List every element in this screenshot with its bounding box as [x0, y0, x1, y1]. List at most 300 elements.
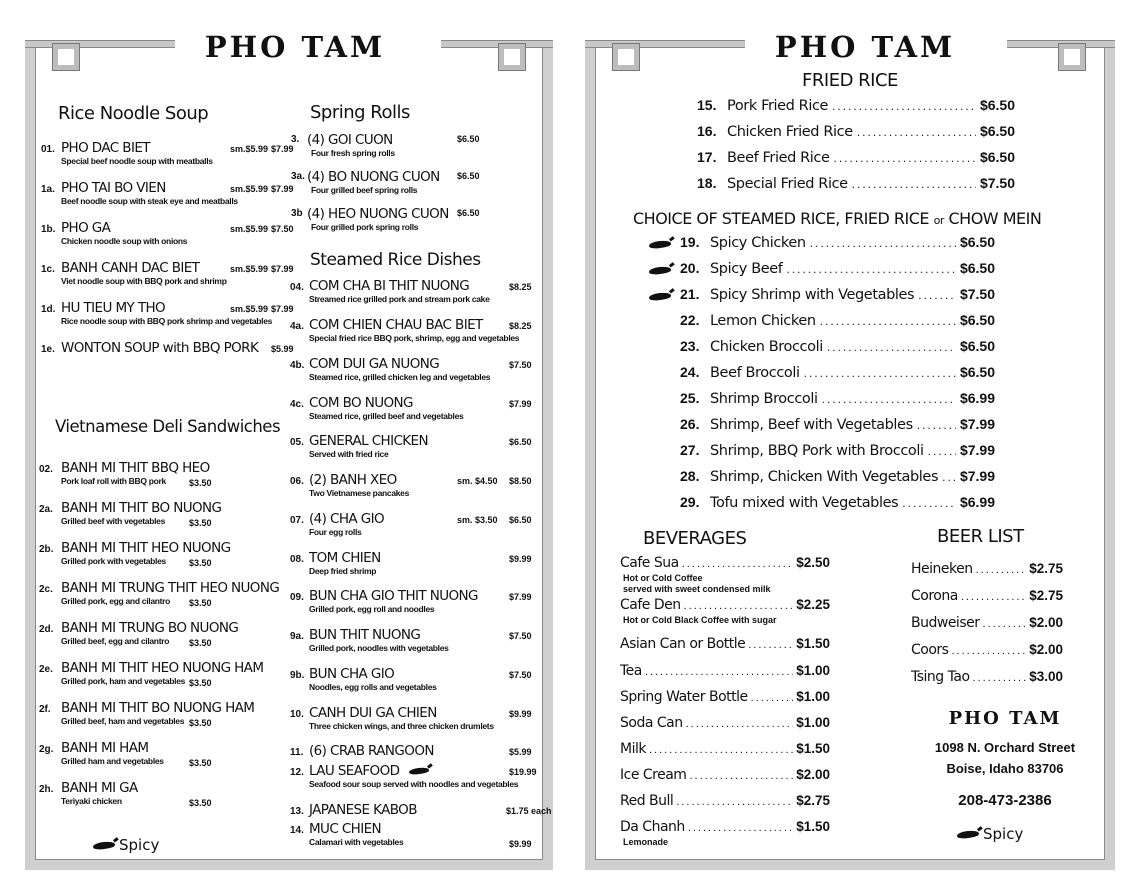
item-number: 4b.	[290, 360, 305, 371]
menu-item	[291, 169, 491, 203]
item-number: 01.	[41, 144, 55, 155]
item-number: 1e.	[41, 344, 55, 355]
dot-leader	[902, 496, 956, 510]
dot-leader	[787, 262, 956, 276]
item-desc: Noodles, egg rolls and vegetables	[309, 682, 437, 692]
dot-leader	[684, 600, 794, 612]
pepper-icon	[93, 841, 116, 851]
menu-item	[290, 705, 546, 739]
choice-item	[680, 312, 995, 329]
section-heading-deli: Vietnamese Deli Sandwiches	[55, 417, 281, 436]
item-name: Spring Water Bottle	[620, 689, 748, 705]
item-price: $5.99	[271, 344, 294, 354]
choice-heading-or: or	[933, 214, 944, 227]
item-price: $7.99	[271, 144, 294, 154]
item-desc: Four egg rolls	[309, 527, 362, 537]
item-number: 11.	[290, 747, 304, 758]
item-name: Red Bull	[620, 793, 674, 809]
item-name: (6) CRAB RANGOON	[309, 743, 434, 759]
choice-item	[680, 494, 995, 511]
item-name: BANH CANH DAC BIET	[61, 260, 200, 276]
item-price: $2.75	[796, 793, 830, 808]
item-size-price: sm.$5.99	[230, 304, 269, 314]
item-desc: Grilled pork, egg and cilantro	[61, 596, 171, 606]
item-name: BANH MI TRUNG BO NUONG	[61, 620, 239, 636]
item-price: $7.99	[509, 399, 532, 409]
section-heading-spring-rolls: Spring Rolls	[310, 102, 410, 123]
item-price: $2.75	[1029, 588, 1063, 603]
item-name: COM BO NUONG	[309, 395, 413, 411]
beer-item	[911, 561, 1063, 577]
item-name: (4) CHA GIO	[309, 511, 384, 527]
dot-leader	[917, 418, 956, 432]
item-price: $1.50	[796, 636, 830, 651]
item-name: Lemon Chicken	[710, 313, 816, 329]
item-number: 1b.	[41, 224, 56, 235]
item-price: $8.25	[509, 321, 532, 331]
beverage-item	[620, 663, 830, 679]
fried-rice-item	[697, 175, 1015, 192]
item-price: $7.50	[271, 224, 294, 234]
pepper-icon	[649, 266, 672, 276]
item-name: Shrimp, Chicken With Vegetables	[710, 469, 939, 485]
item-price: $3.50	[189, 678, 212, 688]
item-name: PHO TAI BO VIEN	[61, 180, 166, 196]
item-desc: Steamed rice, grilled beef and vegetables	[309, 411, 464, 421]
pepper-icon	[409, 767, 430, 776]
beverage-item	[620, 689, 830, 705]
menu-item	[41, 300, 294, 336]
choice-item	[680, 364, 995, 381]
item-number: 18.	[697, 175, 717, 191]
item-price: $7.99	[271, 264, 294, 274]
item-name: Shrimp, BBQ Pork with Broccoli	[710, 443, 924, 459]
item-price: $6.50	[509, 515, 532, 525]
item-number: 24.	[680, 364, 700, 380]
dot-leader	[748, 639, 793, 651]
item-name: Milk	[620, 741, 646, 757]
pepper-icon	[649, 292, 672, 302]
item-price: $3.50	[189, 718, 212, 728]
item-price: $7.99	[509, 592, 532, 602]
dot-leader	[857, 125, 976, 139]
section-heading-fried-rice: FRIED RICE	[802, 70, 898, 91]
item-number: 2a.	[39, 504, 53, 515]
item-price: $8.50	[509, 476, 532, 486]
item-desc: Deep fried shrimp	[309, 566, 377, 576]
dot-leader	[982, 618, 1026, 630]
item-name: Budweiser	[911, 615, 980, 631]
dot-leader	[976, 564, 1027, 576]
item-price: $6.50	[979, 149, 1015, 165]
item-price: $1.00	[796, 715, 830, 730]
item-desc: Special beef noodle soup with meatballs	[61, 156, 213, 166]
item-desc: Two Vietnamese pancakes	[309, 488, 410, 498]
item-price: $7.50	[509, 360, 532, 370]
item-number: 2e.	[39, 664, 53, 675]
menu-item	[41, 260, 294, 296]
section-heading-beer: BEER LIST	[937, 526, 1024, 547]
item-desc: Chicken noodle soup with onions	[61, 236, 188, 246]
dot-leader	[827, 340, 956, 354]
item-number: 3.	[291, 134, 300, 145]
item-desc: Beef noodle soup with steak eye and meatballs	[61, 196, 238, 206]
item-number: 2c.	[39, 584, 53, 595]
dot-leader	[973, 672, 1027, 684]
item-name: Chicken Fried Rice	[727, 124, 853, 140]
section-heading-beverages: BEVERAGES	[643, 528, 747, 549]
item-name: Tsing Tao	[911, 669, 970, 685]
item-number: 3a.	[291, 171, 305, 182]
item-desc: Grilled beef, egg and cilantro	[61, 636, 170, 646]
menu-item	[290, 550, 546, 584]
menu-item	[41, 140, 294, 176]
item-number: 21.	[680, 286, 700, 302]
item-price: $1.75 each	[506, 806, 552, 816]
item-name: GENERAL CHICKEN	[309, 433, 428, 449]
item-name: COM DUI GA NUONG	[309, 356, 440, 372]
item-number: 08.	[290, 554, 304, 565]
item-name: BANH MI THIT BO NUONG HAM	[61, 700, 255, 716]
item-name: BANH MI THIT BBQ HEO	[61, 460, 210, 476]
item-desc: Steamed rice, grilled chicken leg and vegetables	[309, 372, 491, 382]
item-price: $3.00	[1029, 669, 1063, 684]
menu-item	[290, 395, 546, 429]
item-size-price: sm.$5.99	[230, 184, 269, 194]
item-name: Tofu mixed with Vegetables	[710, 495, 899, 511]
item-price: $7.99	[959, 468, 995, 484]
dot-leader	[928, 444, 956, 458]
item-name: BUN CHA GIO THIT NUONG	[309, 588, 478, 604]
menu-item	[290, 511, 546, 545]
item-price: $6.99	[959, 390, 995, 406]
menu-item	[41, 180, 294, 216]
item-price: $3.50	[189, 798, 212, 808]
restaurant-title: PHO TAM	[204, 30, 386, 64]
item-price: $3.50	[189, 638, 212, 648]
left-menu-content	[25, 40, 553, 870]
item-desc: Three chicken wings, and three chicken drumlets	[309, 721, 494, 731]
item-name: BANH MI THIT HEO NUONG	[61, 540, 231, 556]
item-name: Spicy Shrimp with Vegetables	[710, 287, 915, 303]
item-price: $1.50	[796, 819, 830, 834]
item-desc: Hot or Cold Coffee	[623, 573, 703, 583]
menu-item	[290, 588, 546, 622]
beverage-item	[620, 767, 830, 783]
item-desc: Grilled pork with vegetables	[61, 556, 166, 566]
choice-item	[680, 234, 995, 251]
item-price: $2.00	[796, 767, 830, 782]
item-desc: Grilled ham and vegetables	[61, 756, 164, 766]
item-desc: Pork loaf roll with BBQ pork	[61, 476, 166, 486]
menu-item	[290, 627, 546, 661]
item-desc: Viet noodle soup with BBQ pork and shrimp	[61, 276, 227, 286]
item-price: $6.50	[979, 97, 1015, 113]
dot-leader	[961, 591, 1026, 603]
item-name: (4) HEO NUONG CUON	[307, 206, 449, 222]
dot-leader	[686, 718, 794, 730]
beverage-item	[620, 636, 830, 652]
item-number: 16.	[697, 123, 717, 139]
item-number: 09.	[290, 592, 304, 603]
item-price: $6.50	[959, 260, 995, 276]
item-price: $6.50	[457, 134, 480, 144]
item-size-price: sm.$5.99	[230, 264, 269, 274]
menu-item	[39, 580, 289, 616]
item-name: MUC CHIEN	[309, 821, 382, 837]
item-price: $7.50	[509, 670, 532, 680]
item-name: COM CHIEN CHAU BAC BIET	[309, 317, 483, 333]
item-name: Special Fried Rice	[727, 176, 848, 192]
item-price: $8.25	[509, 282, 532, 292]
item-name: Heineken	[911, 561, 973, 577]
item-price: $2.50	[796, 555, 830, 570]
item-price: $7.99	[959, 416, 995, 432]
item-name: BUN CHA GIO	[309, 666, 395, 682]
contact-phone: 208-473-2386	[958, 792, 1052, 809]
item-desc: Seafood sour soup served with noodles and vegetables	[309, 779, 519, 789]
item-price: $2.25	[796, 597, 830, 612]
item-name: BANH MI GA	[61, 780, 138, 796]
item-price: $7.99	[271, 184, 294, 194]
item-number: 19.	[680, 234, 700, 250]
menu-item	[291, 132, 491, 166]
item-name: Tea	[620, 663, 642, 679]
item-name: BUN THIT NUONG	[309, 627, 421, 643]
menu-item	[290, 317, 546, 351]
menu-item	[41, 340, 294, 376]
item-desc: Calamari with vegetables	[309, 837, 404, 847]
item-price: $7.99	[959, 442, 995, 458]
item-price: $9.99	[509, 709, 532, 719]
menu-item	[39, 500, 289, 536]
item-number: 07.	[290, 515, 304, 526]
item-number: 13.	[290, 806, 304, 817]
item-price: $5.99	[509, 747, 532, 757]
dot-leader	[804, 366, 956, 380]
item-size-price: sm.$5.99	[230, 224, 269, 234]
item-number: 2b.	[39, 544, 54, 555]
item-desc: Grilled pork, noodles with vegetables	[309, 643, 449, 653]
item-number: 15.	[697, 97, 717, 113]
item-desc: Lemonade	[623, 837, 669, 847]
item-desc: Grilled pork, ham and vegetables	[61, 676, 186, 686]
dot-leader	[918, 288, 956, 302]
contact-name: PHO TAM	[948, 708, 1062, 729]
restaurant-title: PHO TAM	[774, 30, 956, 64]
menu-item	[290, 356, 546, 390]
dot-leader	[689, 770, 793, 782]
item-number: 3b	[291, 208, 303, 219]
item-name: Spicy Chicken	[710, 235, 806, 251]
dot-leader	[649, 744, 793, 756]
right-menu-content	[585, 40, 1115, 870]
item-name: Da Chanh	[620, 819, 685, 835]
item-name: HU TIEU MY THO	[61, 300, 166, 316]
item-price: $6.50	[457, 171, 480, 181]
dot-leader	[676, 796, 793, 808]
item-name: Spicy Beef	[710, 261, 783, 277]
menu-page-left	[25, 30, 553, 870]
item-number: 9b.	[290, 670, 305, 681]
item-name: WONTON SOUP with BBQ PORK	[61, 340, 259, 356]
item-number: 06.	[290, 476, 304, 487]
choice-heading-b: CHOW MEIN	[948, 209, 1042, 228]
menu-item	[290, 433, 546, 467]
item-name: Cafe Sua	[620, 555, 679, 571]
beverage-item	[620, 741, 830, 757]
item-desc: Four grilled pork spring rolls	[311, 222, 419, 232]
item-number: 26.	[680, 416, 700, 432]
fried-rice-item	[697, 149, 1015, 166]
item-desc: Grilled beef, ham and vegetables	[61, 716, 185, 726]
item-number: 1a.	[41, 184, 55, 195]
item-desc: Four grilled beef spring rolls	[311, 185, 418, 195]
item-price: $6.99	[959, 494, 995, 510]
item-number: 1d.	[41, 304, 56, 315]
dot-leader	[852, 177, 976, 191]
item-number: 23.	[680, 338, 700, 354]
section-heading-steamed: Steamed Rice Dishes	[310, 250, 481, 270]
item-name: (2) BANH XEO	[309, 472, 397, 488]
item-desc: Four fresh spring rolls	[311, 148, 395, 158]
item-name: Soda Can	[620, 715, 683, 731]
dot-leader	[751, 692, 794, 704]
dot-leader	[682, 558, 794, 570]
beer-item	[911, 615, 1063, 631]
menu-item	[290, 278, 546, 312]
item-number: 04.	[290, 282, 304, 293]
item-desc: Grilled pork, egg roll and noodles	[309, 604, 435, 614]
item-name: (4) GOI CUON	[307, 132, 393, 148]
item-number: 14.	[290, 825, 304, 836]
dot-leader	[810, 236, 956, 250]
item-number: 17.	[697, 149, 717, 165]
item-name: Pork Fried Rice	[727, 98, 829, 114]
dot-leader	[942, 470, 956, 484]
item-price: $3.50	[189, 598, 212, 608]
choice-item	[680, 260, 995, 277]
item-price: $7.50	[979, 175, 1015, 191]
item-name: BANH MI THIT BO NUONG	[61, 500, 222, 516]
item-number: 27.	[680, 442, 700, 458]
item-name: Beef Broccoli	[710, 365, 800, 381]
item-name: PHO GA	[61, 220, 111, 236]
dot-leader	[822, 392, 956, 406]
choice-item	[680, 286, 995, 303]
menu-item	[290, 472, 546, 506]
choice-item	[680, 468, 995, 485]
fried-rice-item	[697, 123, 1015, 140]
item-number: 2f.	[39, 704, 51, 715]
item-name: Ice Cream	[620, 767, 687, 783]
item-desc: Streamed rice grilled pork and stream pork cake	[309, 294, 490, 304]
item-number: 9a.	[290, 631, 304, 642]
dot-leader	[645, 666, 793, 678]
beverage-item	[620, 597, 830, 613]
menu-item	[39, 660, 289, 696]
beverage-item	[620, 819, 830, 835]
item-number: 10.	[290, 709, 304, 720]
item-name: Asian Can or Bottle	[620, 636, 746, 652]
item-name: TOM CHIEN	[309, 550, 381, 566]
item-price: $7.99	[271, 304, 294, 314]
choice-item	[680, 338, 995, 355]
menu-item	[291, 206, 491, 240]
item-desc: Special fried rice BBQ pork, shrimp, egg and vegetables	[309, 333, 520, 343]
beer-item	[911, 588, 1063, 604]
spicy-legend-label: Spicy	[119, 836, 160, 854]
item-price: $7.50	[509, 631, 532, 641]
menu-item	[290, 666, 546, 700]
item-number: 4a.	[290, 321, 304, 332]
item-name: JAPANESE KABOB	[309, 802, 417, 818]
dot-leader	[820, 314, 956, 328]
pepper-icon	[649, 240, 672, 250]
item-name: Cafe Den	[620, 597, 681, 613]
item-price: $6.50	[959, 312, 995, 328]
item-price: $3.50	[189, 558, 212, 568]
item-desc: Rice noodle soup with BBQ pork shrimp and vegetables	[61, 316, 273, 326]
section-heading-choice	[633, 209, 1041, 228]
item-number: 29.	[680, 494, 700, 510]
contact-street: 1098 N. Orchard Street	[934, 740, 1076, 755]
dot-leader	[951, 645, 1026, 657]
beer-item	[911, 642, 1063, 658]
item-name: Shrimp Broccoli	[710, 391, 818, 407]
item-price: $3.50	[189, 518, 212, 528]
item-number: 28.	[680, 468, 700, 484]
item-name: Chicken Broccoli	[710, 339, 823, 355]
item-price: $2.75	[1029, 561, 1063, 576]
item-desc: Hot or Cold Black Coffee with sugar	[623, 615, 777, 625]
item-price: $2.00	[1029, 615, 1063, 630]
item-price: $19.99	[509, 767, 537, 777]
item-price: $1.00	[796, 689, 830, 704]
item-size-price: sm. $3.50	[457, 515, 498, 525]
item-number: 22.	[680, 312, 700, 328]
section-heading-rice-noodle: Rice Noodle Soup	[58, 103, 209, 124]
menu-item	[39, 740, 289, 776]
menu-item	[39, 620, 289, 656]
item-name: Corona	[911, 588, 958, 604]
item-name: CANH DUI GA CHIEN	[309, 705, 437, 721]
item-price: $6.50	[959, 364, 995, 380]
dot-leader	[832, 99, 976, 113]
item-desc: Teriyaki chicken	[61, 796, 122, 806]
item-number: 02.	[39, 464, 53, 475]
item-price: $6.50	[959, 234, 995, 250]
beer-item	[911, 669, 1063, 685]
menu-item	[39, 780, 289, 816]
item-name: PHO DAC BIET	[61, 140, 150, 156]
item-size-price: sm. $4.50	[457, 476, 498, 486]
item-price: $3.50	[189, 758, 212, 768]
item-number: 2d.	[39, 624, 54, 635]
item-price: $6.50	[979, 123, 1015, 139]
item-name: COM CHA BI THIT NUONG	[309, 278, 470, 294]
item-number: 05.	[290, 437, 304, 448]
item-price: $9.99	[509, 839, 532, 849]
item-price: $1.00	[796, 663, 830, 678]
menu-item	[290, 763, 546, 797]
item-number: 20.	[680, 260, 700, 276]
item-number: 1c.	[41, 264, 55, 275]
fried-rice-item	[697, 97, 1015, 114]
item-name: Beef Fried Rice	[727, 150, 830, 166]
beverage-item	[620, 555, 830, 571]
item-number: 2g.	[39, 744, 54, 755]
